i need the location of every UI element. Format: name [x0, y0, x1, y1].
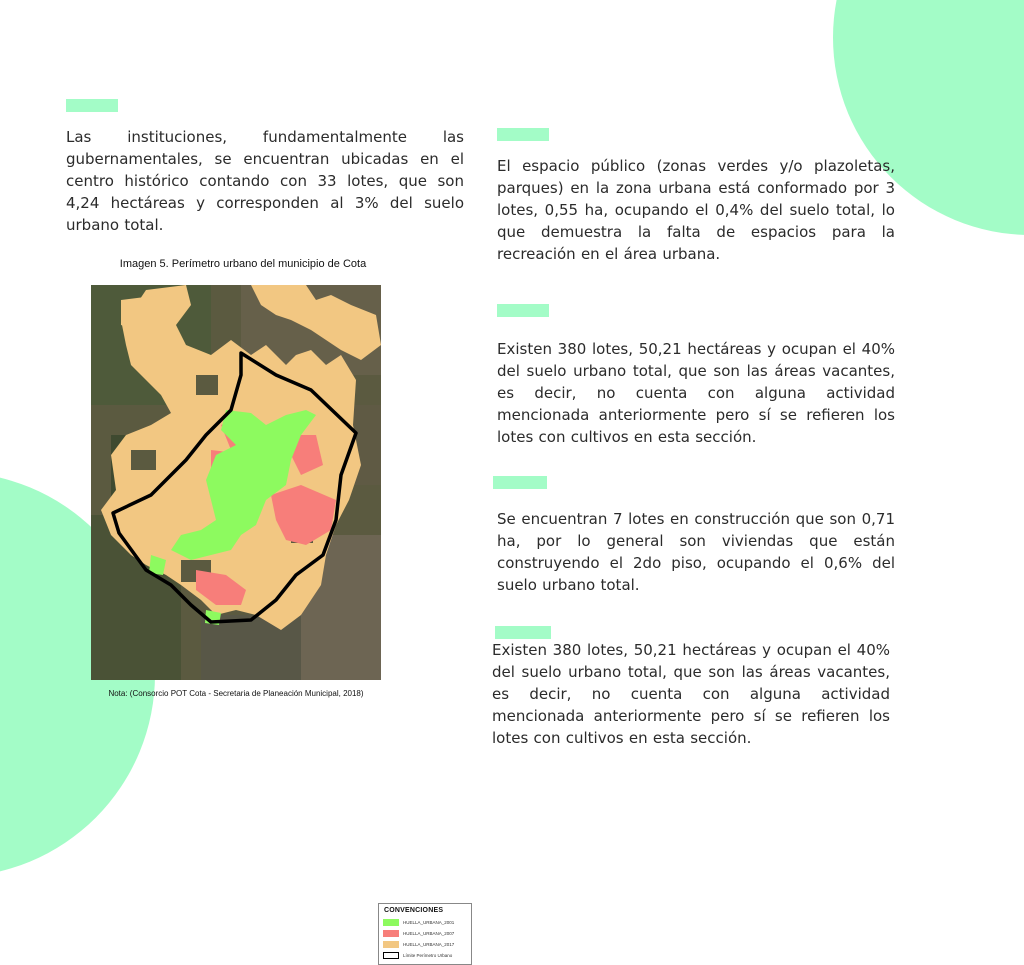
figure-source-note: Nota: (Consorcio POT Cota - Secretaria de Planeación Municipal, 2018) [108, 689, 364, 698]
map-field-patch [196, 375, 218, 395]
paragraph-vacant-lots: Existen 380 lotes, 50,21 hectáreas y ocupan el 40% del suelo urbano total, que son las áreas vacantes, es decir, no cuenta con alguna actividad mencionada anteriormente pero sí se refieren los lotes con cultivos en esta sección. [497, 340, 895, 446]
paragraph-public-space: El espacio público (zonas verdes y/o plazoletas, parques) en la zona urbana está conformado por 3 lotes, 0,55 ha, ocupando el 0,4% del suelo total, lo que demuestra la falta de espacios para la recreación en el área urbana. [497, 157, 895, 263]
map-image [91, 285, 381, 680]
legend-label: Límite Perímetro Urbano [403, 953, 453, 958]
legend-swatch-tan [383, 941, 399, 948]
legend-item-2001 [383, 917, 467, 928]
figure-caption: Imagen 5. Perímetro urbano del municipio de Cota [119, 258, 367, 270]
accent-bar-right-1 [497, 128, 549, 141]
map-field-patch [131, 450, 156, 470]
legend-swatch-red [383, 930, 399, 937]
accent-bar-right-3 [493, 476, 547, 489]
legend-label: HUELLA_URBANA_2001 [403, 920, 455, 925]
legend-label: HUELLA_URBANA_2017 [403, 942, 455, 947]
legend-item-perimeter [383, 950, 467, 961]
accent-bar-left [66, 99, 118, 112]
legend-swatch-outline [383, 952, 399, 959]
paragraph-construction-lots: Se encuentran 7 lotes en construcción que son 0,71 ha, por lo general son viviendas que están construyendo el 2do piso, ocupando el 0,6% del suelo urbano total. [497, 510, 895, 594]
map-legend [378, 903, 472, 965]
accent-bar-right-2 [497, 304, 549, 317]
legend-item-2007 [383, 928, 467, 939]
legend-item-2017 [383, 939, 467, 950]
legend-swatch-green [383, 919, 399, 926]
paragraph-institutions: Las instituciones, fundamentalmente las gubernamentales, se encuentran ubicadas en el centro histórico contando con 33 lotes, que son 4,24 hectáreas y corresponden al 3% del suelo urbano total. [66, 128, 464, 234]
accent-bar-right-4 [495, 626, 551, 639]
paragraph-vacant-lots-repeat: Existen 380 lotes, 50,21 hectáreas y ocupan el 40% del suelo urbano total, que son las áreas vacantes, es decir, no cuenta con alguna actividad mencionada anteriormente pero sí se refieren los lotes con cultivos en esta sección. [492, 641, 890, 747]
legend-title: CONVENCIONES [384, 907, 444, 914]
legend-label: HUELLA_URBANA_2007 [403, 931, 455, 936]
